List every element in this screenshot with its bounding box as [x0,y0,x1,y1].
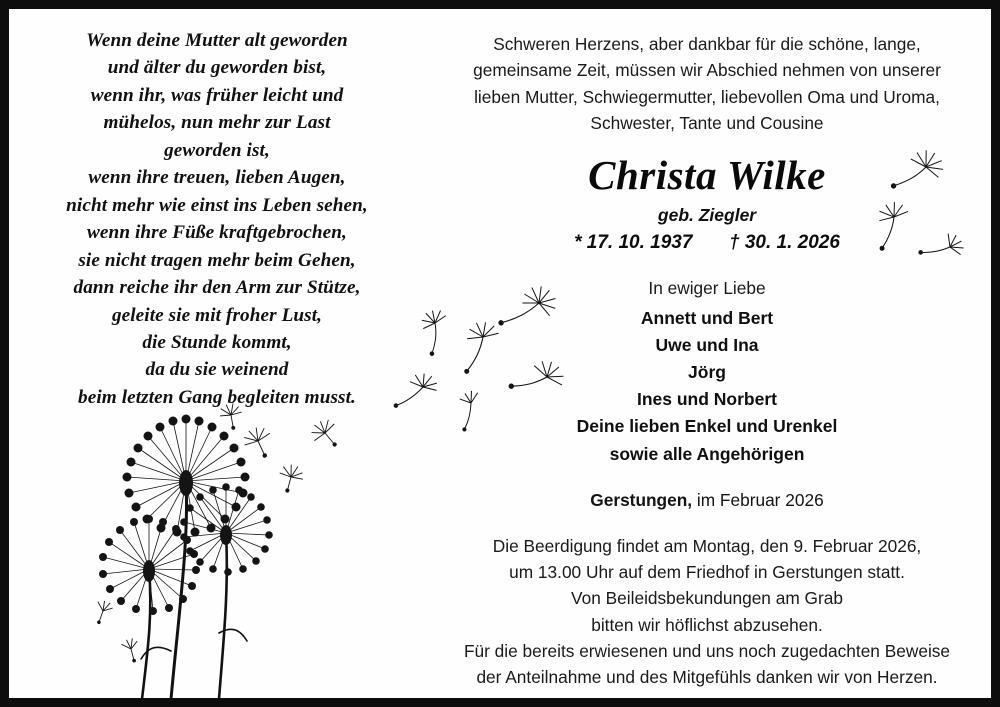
intro-line: Schweren Herzens, aber dankbar für die schöne, lange, [493,34,921,54]
notice-block [417,31,997,690]
poem-line: geworden ist, [164,139,270,161]
love-heading: In ewiger Liebe [648,277,766,298]
funeral-line: Für die bereits erwiesenen und uns noch zugedachten Beweise [463,640,951,661]
maiden-name: geb. Ziegler [657,204,757,225]
poem-line: mühelos, nun mehr zur Last [103,112,331,134]
funeral-line: der Anteilnahme und des Mitgefühls danken wir von Herzen. [476,667,938,688]
funeral-details [417,533,997,691]
notice-date: im Februar 2026 [696,489,824,510]
poem-line: dann reiche ihr den Arm zur Stütze, [73,277,361,299]
place-name: Gerstungen, [590,489,693,510]
obituary-inner [9,9,991,698]
mourner-line: Uwe und Ina [655,335,759,356]
mourner-line: Deine lieben Enkel und Urenkel [576,416,838,437]
birth-symbol: * [574,231,582,253]
poem-line: die Stunde kommt, [142,331,292,353]
funeral-line: Von Beileidsbekundungen am Grab [571,588,843,609]
birth-date: 17. 10. 1937 [586,231,693,253]
funeral-line: Die Beerdigung findet am Montag, den 9. Februar 2026, [492,535,922,556]
funeral-line: bitten wir höflichst abzusehen. [591,614,823,635]
intro-line: gemeinsame Zeit, müssen wir Abschied nehmen von unserer [473,60,941,81]
poem-line: sie nicht tragen mehr beim Gehen, [78,249,356,271]
mourner-line: Jörg [688,362,726,383]
life-dates [417,232,997,254]
poem-line: nicht mehr wie einst ins Leben sehen, [66,194,368,216]
funeral-line: um 13.00 Uhr auf dem Friedhof in Gerstungen statt. [509,561,905,582]
mourner-line: sowie alle Angehörigen [609,443,805,464]
poem-line: wenn ihre treuen, lieben Augen, [88,167,346,189]
mourners-list [417,305,997,468]
intro-line: lieben Mutter, Schwiegermutter, liebevollen Oma und Uroma, [474,86,940,107]
intro-line: Schwester, Tante und Cousine [590,113,824,134]
mourner-line: Annett und Bert [640,307,774,328]
place-and-date [417,490,997,511]
deceased-name: Christa Wilke [588,151,826,198]
poem-line: Wenn deine Mutter alt geworden [86,30,348,51]
dandelion-flowers-icon [43,381,373,701]
poem-line: wenn ihr, was früher leicht und [90,84,344,106]
mourner-line: Ines und Norbert [636,389,777,410]
poem-line: beim letzten Gang begleiten musst. [78,386,356,408]
poem-line: wenn ihre Füße kraftgebrochen, [87,222,347,244]
poem-line: geleite sie mit froher Lust, [111,304,323,326]
poem-line: da du sie weinend [145,359,289,381]
death-symbol: † [728,231,740,253]
intro-text [417,31,997,137]
poem-line: und älter du geworden bist, [107,57,327,79]
death-date: 30. 1. 2026 [744,231,840,253]
poem-block [21,27,413,411]
